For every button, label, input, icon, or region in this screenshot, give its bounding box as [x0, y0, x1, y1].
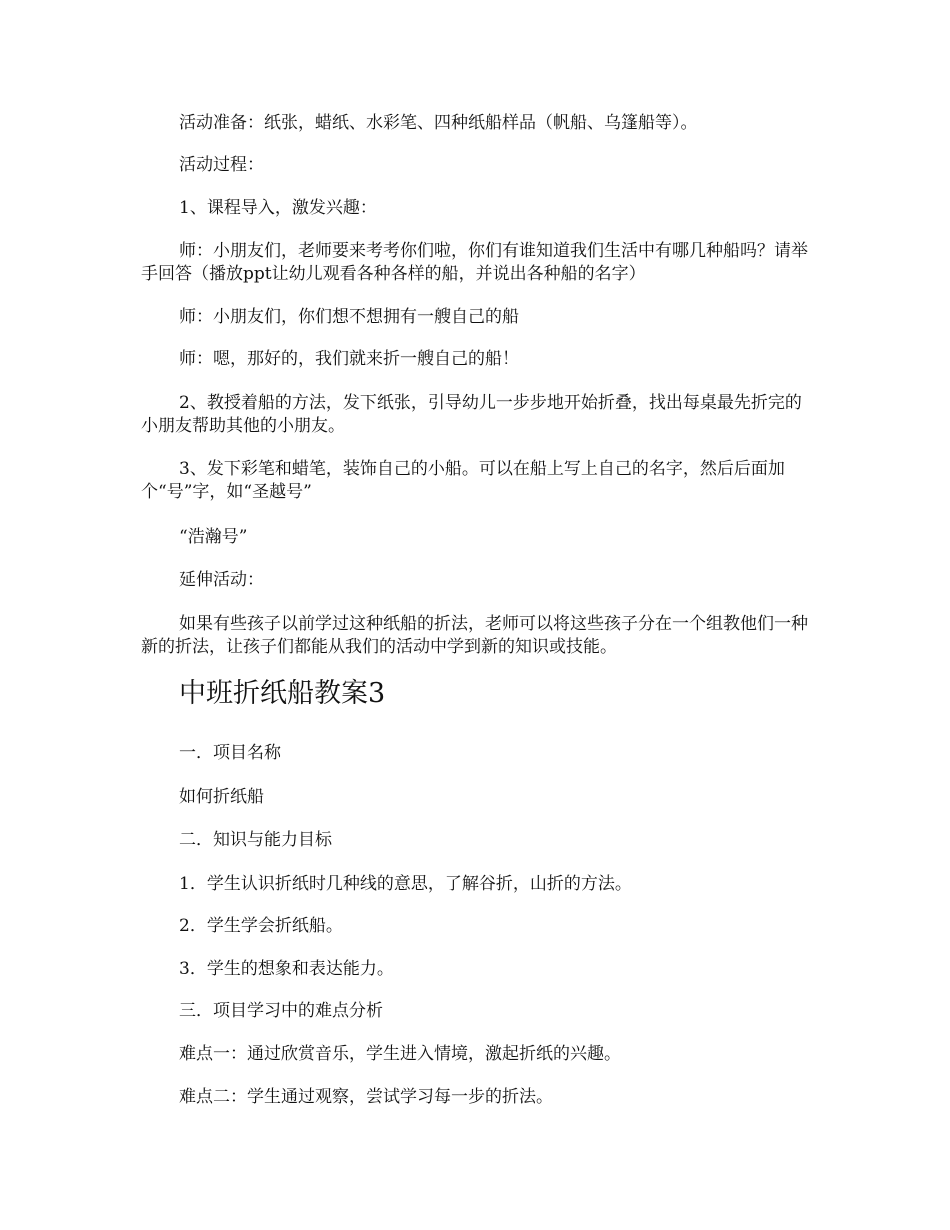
paragraph-process-heading: 活动过程： [179, 155, 264, 175]
paragraph-step-1: 1、课程导入，激发兴趣： [179, 198, 377, 218]
paragraph-difficulty-heading: 三．项目学习中的难点分析 [179, 1001, 383, 1021]
paragraph-boat-name: “浩瀚号” [179, 527, 248, 547]
paragraph-step-2: 2、教授着船的方法，发下纸张，引导幼儿一步步地开始折叠，找出每桌最先折完的小朋友帮助其他的小朋友。 [141, 393, 802, 436]
paragraph-teacher-fold: 师：嗯，那好的，我们就来折一艘自己的船！ [179, 349, 519, 369]
paragraph-extension-heading: 延伸活动： [179, 570, 264, 590]
paragraph-goal-3: 3．学生的想象和表达能力。 [179, 959, 394, 979]
paragraph-teacher-ask: 师：小朋友们，你们想不想拥有一艘自己的船 [179, 307, 519, 327]
paragraph-project-name-heading: 一．项目名称 [179, 743, 281, 763]
paragraph-goals-heading: 二．知识与能力目标 [179, 830, 332, 850]
paragraph-extension: 如果有些孩子以前学过这种纸船的折法，老师可以将这些孩子分在一个组教他们一种新的折法，让孩子们都能从我们的活动中学到新的知识或技能。 [141, 614, 808, 657]
section-title: 中班折纸船教案3 [179, 678, 386, 709]
paragraph-goal-1: 1．学生认识折纸时几种线的意思，了解谷折，山折的方法。 [179, 874, 632, 894]
paragraph-step-3: 3、发下彩笔和蜡笔，装饰自己的小船。可以在船上写上自己的名字，然后后面加个“号”字，如“圣越号” [141, 459, 785, 502]
paragraph-materials: 活动准备：纸张，蜡纸、水彩笔、四种纸船样品（帆船、乌篷船等）。 [179, 113, 698, 133]
paragraph-teacher-question: 师：小朋友们，老师要来考考你们啦，你们有谁知道我们生活中有哪几种船吗？请举手回答（播放ppt让幼儿观看各种各样的船，并说出各种船的名字） [141, 241, 808, 284]
paragraph-project-name: 如何折纸船 [179, 787, 264, 807]
paragraph-difficulty-1: 难点一：通过欣赏音乐，学生进入情境，激起折纸的兴趣。 [179, 1044, 621, 1064]
paragraph-goal-2: 2．学生学会折纸船。 [179, 916, 343, 936]
paragraph-difficulty-2: 难点二：学生通过观察，尝试学习每一步的折法。 [179, 1087, 553, 1107]
